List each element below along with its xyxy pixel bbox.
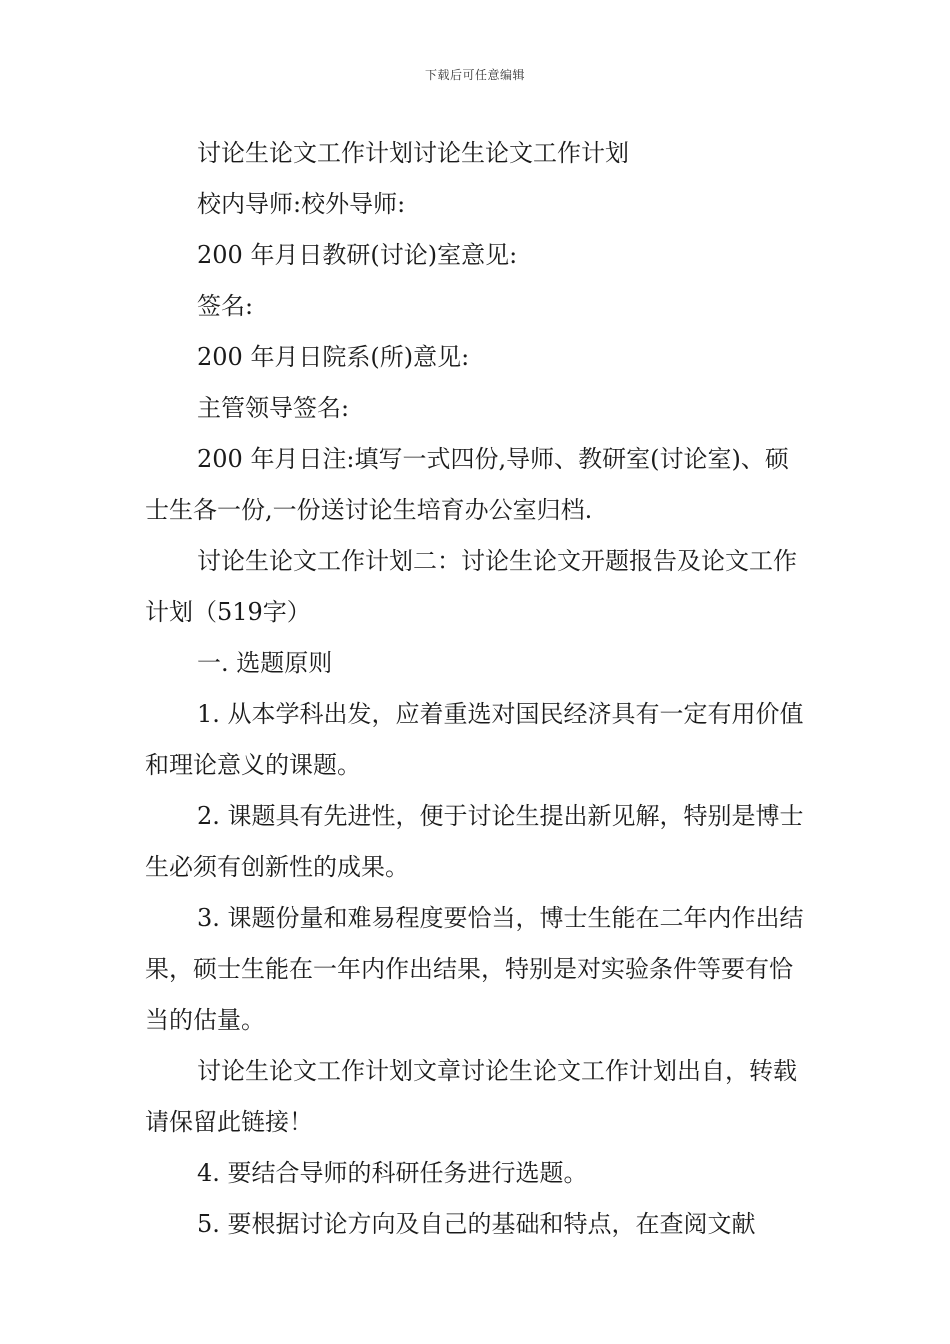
page-header: 下载后可任意编辑 [424, 68, 525, 82]
principle-5: 5. 要根据讨论方向及自己的基础和特点，在查阅文献 [197, 1210, 756, 1238]
department-opinion: 200 年月日院系(所)意见: [197, 343, 470, 371]
section-two-title: 讨论生论文工作计划二：讨论生论文开题报告及论文工作计划（519字） [145, 547, 797, 626]
supervisor-line: 校内导师:校外导师: [197, 190, 406, 218]
signature-line: 签名: [197, 292, 254, 320]
source-notice: 讨论生论文工作计划文章讨论生论文工作计划出自，转载请保留此链接！ [145, 1057, 797, 1136]
heading-topic-principles: 一. 选题原则 [197, 649, 333, 677]
principle-2: 2. 课题具有先进性，便于讨论生提出新见解，特别是博士生必须有创新性的成果。 [145, 802, 804, 881]
principle-3: 3. 课题份量和难易程度要恰当，博士生能在二年内作出结果，硕士生能在一年内作出结果，特别是对实验条件等要有恰当的估量。 [145, 904, 804, 1034]
teaching-office-opinion: 200 年月日教研(讨论)室意见: [197, 241, 518, 269]
document-body [145, 128, 810, 1250]
doc-title: 讨论生论文工作计划讨论生论文工作计划 [197, 139, 629, 167]
principle-1: 1. 从本学科出发，应着重选对国民经济具有一定有用价值和理论意义的课题。 [145, 700, 804, 779]
leader-signature-line: 主管领导签名: [197, 394, 350, 422]
principle-4: 4. 要结合导师的科研任务进行选题。 [197, 1159, 588, 1187]
note-paragraph: 200 年月日注:填写一式四份,导师、教研室(讨论室)、硕士生各一份,一份送讨论生培育办公室归档. [145, 445, 789, 524]
